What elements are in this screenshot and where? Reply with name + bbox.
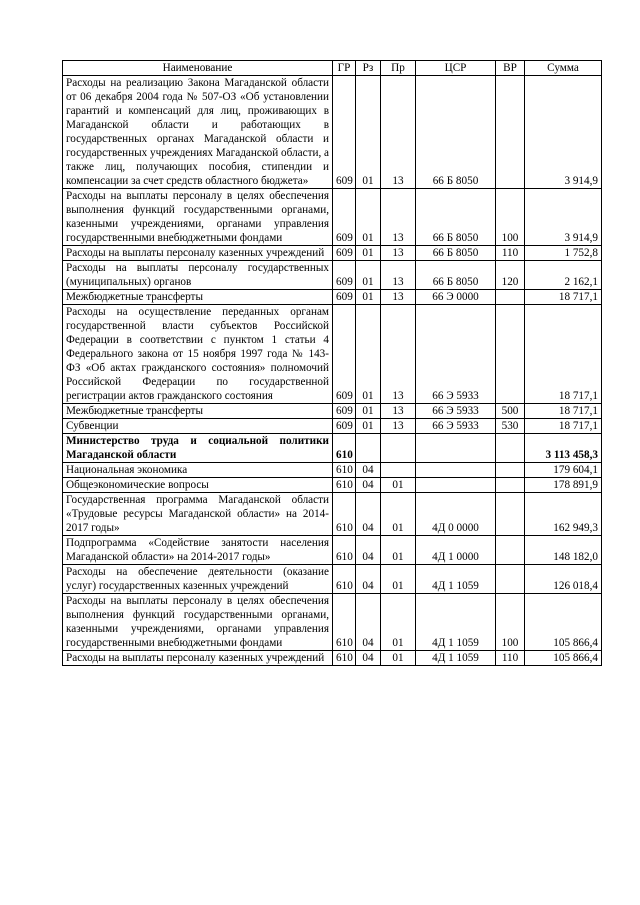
- row-gr-cell: 609: [333, 76, 356, 189]
- table-row: [63, 76, 602, 189]
- table-row: [63, 493, 602, 536]
- row-name-cell: Расходы на выплаты персоналу в целях обеспечения выполнения функций государственными органами, казенными учреждениями, органами управления государственными внебюджетными фондами: [63, 594, 333, 651]
- row-name-cell: Субвенции: [63, 419, 333, 434]
- table-row: [63, 463, 602, 478]
- row-name-cell: Расходы на выплаты персоналу в целях обеспечения выполнения функций государственными органами, казенными учреждениями, органами управления государственными внебюджетными фондами: [63, 189, 333, 246]
- row-rz-cell: 01: [356, 261, 381, 290]
- row-pr-cell: 13: [381, 404, 416, 419]
- header-name: Наименование: [63, 61, 333, 76]
- row-name-cell: Подпрограмма «Содействие занятости населения Магаданской области» на 2014-2017 годы»: [63, 536, 333, 565]
- row-vr-cell: [496, 478, 525, 493]
- row-vr-cell: 110: [496, 246, 525, 261]
- row-csr-cell: [416, 478, 496, 493]
- row-gr-cell: 609: [333, 246, 356, 261]
- table-row: [63, 651, 602, 666]
- row-vr-cell: [496, 434, 525, 463]
- row-pr-cell: [381, 463, 416, 478]
- row-csr-cell: 66 Э 5933: [416, 305, 496, 404]
- row-vr-cell: 120: [496, 261, 525, 290]
- row-name-cell: Межбюджетные трансферты: [63, 290, 333, 305]
- row-sum-cell: 18 717,1: [525, 305, 602, 404]
- row-sum-cell: 148 182,0: [525, 536, 602, 565]
- row-gr-cell: 610: [333, 594, 356, 651]
- row-pr-cell: 13: [381, 290, 416, 305]
- row-pr-cell: 01: [381, 565, 416, 594]
- row-sum-cell: 3 914,9: [525, 76, 602, 189]
- row-vr-cell: [496, 290, 525, 305]
- row-sum-cell: 105 866,4: [525, 594, 602, 651]
- row-rz-cell: 04: [356, 565, 381, 594]
- table-row: [63, 189, 602, 246]
- table-row: [63, 290, 602, 305]
- table-row: [63, 305, 602, 404]
- row-name-cell: Министерство труда и социальной политики Магаданской области: [63, 434, 333, 463]
- row-name-cell: Расходы на выплаты персоналу государственных (муниципальных) органов: [63, 261, 333, 290]
- row-csr-cell: 4Д 1 1059: [416, 651, 496, 666]
- row-name-cell: Национальная экономика: [63, 463, 333, 478]
- row-pr-cell: 13: [381, 76, 416, 189]
- row-csr-cell: 66 Б 8050: [416, 76, 496, 189]
- row-gr-cell: 609: [333, 290, 356, 305]
- row-csr-cell: 66 Э 5933: [416, 404, 496, 419]
- row-gr-cell: 610: [333, 478, 356, 493]
- row-name-cell: Расходы на выплаты персоналу казенных учреждений: [63, 246, 333, 261]
- row-gr-cell: 609: [333, 404, 356, 419]
- row-sum-cell: 126 018,4: [525, 565, 602, 594]
- row-gr-cell: 609: [333, 419, 356, 434]
- row-pr-cell: [381, 434, 416, 463]
- row-gr-cell: 609: [333, 305, 356, 404]
- row-csr-cell: 66 Б 8050: [416, 261, 496, 290]
- table-row: [63, 261, 602, 290]
- table-row: [63, 419, 602, 434]
- header-rz: Рз: [356, 61, 381, 76]
- row-pr-cell: 01: [381, 493, 416, 536]
- row-gr-cell: 609: [333, 261, 356, 290]
- row-pr-cell: 01: [381, 594, 416, 651]
- row-name-cell: Общеэкономические вопросы: [63, 478, 333, 493]
- row-sum-cell: 179 604,1: [525, 463, 602, 478]
- row-rz-cell: 04: [356, 536, 381, 565]
- row-rz-cell: 04: [356, 651, 381, 666]
- row-name-cell: Расходы на обеспечение деятельности (оказание услуг) государственных казенных учреждений: [63, 565, 333, 594]
- header-pr: Пр: [381, 61, 416, 76]
- row-name-cell: Расходы на выплаты персоналу казенных учреждений: [63, 651, 333, 666]
- row-name-cell: Расходы на осуществление переданных органам государственной власти субъектов Российской Федерации в соответствии с пунктом 1 статьи 4 Федерального закона от 15 ноября 1997 года № 143-ФЗ «Об актах гражданского состояния» полномочий Российской Федерации по государственной регистрации актов гражданского состояния: [63, 305, 333, 404]
- row-vr-cell: 500: [496, 404, 525, 419]
- table-row: [63, 246, 602, 261]
- table-row: [63, 478, 602, 493]
- row-csr-cell: 66 Э 0000: [416, 290, 496, 305]
- table-body: [63, 76, 602, 666]
- row-vr-cell: [496, 565, 525, 594]
- row-rz-cell: 01: [356, 76, 381, 189]
- row-pr-cell: 13: [381, 305, 416, 404]
- row-vr-cell: 530: [496, 419, 525, 434]
- row-sum-cell: 18 717,1: [525, 404, 602, 419]
- row-gr-cell: 609: [333, 189, 356, 246]
- row-csr-cell: [416, 463, 496, 478]
- row-gr-cell: 610: [333, 565, 356, 594]
- table-header-row: [63, 61, 602, 76]
- row-vr-cell: [496, 463, 525, 478]
- row-rz-cell: 01: [356, 290, 381, 305]
- row-name-cell: Межбюджетные трансферты: [63, 404, 333, 419]
- row-rz-cell: 01: [356, 305, 381, 404]
- row-pr-cell: 13: [381, 261, 416, 290]
- row-rz-cell: 04: [356, 463, 381, 478]
- row-vr-cell: 100: [496, 594, 525, 651]
- table-row: [63, 434, 602, 463]
- row-sum-cell: 18 717,1: [525, 419, 602, 434]
- row-gr-cell: 610: [333, 434, 356, 463]
- row-gr-cell: 610: [333, 651, 356, 666]
- row-rz-cell: 01: [356, 404, 381, 419]
- row-rz-cell: 04: [356, 478, 381, 493]
- row-pr-cell: 13: [381, 419, 416, 434]
- row-sum-cell: 162 949,3: [525, 493, 602, 536]
- row-sum-cell: 2 162,1: [525, 261, 602, 290]
- row-pr-cell: 01: [381, 478, 416, 493]
- row-csr-cell: 66 Б 8050: [416, 246, 496, 261]
- header-csr: ЦСР: [416, 61, 496, 76]
- budget-page: [62, 60, 601, 666]
- table-row: [63, 565, 602, 594]
- row-sum-cell: 3 914,9: [525, 189, 602, 246]
- row-gr-cell: 610: [333, 463, 356, 478]
- row-rz-cell: 01: [356, 419, 381, 434]
- header-sum: Сумма: [525, 61, 602, 76]
- table-row: [63, 536, 602, 565]
- row-csr-cell: 66 Э 5933: [416, 419, 496, 434]
- row-pr-cell: 01: [381, 536, 416, 565]
- row-rz-cell: 04: [356, 493, 381, 536]
- row-sum-cell: 1 752,8: [525, 246, 602, 261]
- row-vr-cell: 110: [496, 651, 525, 666]
- row-vr-cell: [496, 493, 525, 536]
- header-gr: ГР: [333, 61, 356, 76]
- row-vr-cell: 100: [496, 189, 525, 246]
- row-vr-cell: [496, 536, 525, 565]
- row-name-cell: Государственная программа Магаданской области «Трудовые ресурсы Магаданской области» на 2014-2017 годы»: [63, 493, 333, 536]
- header-vr: ВР: [496, 61, 525, 76]
- row-pr-cell: 01: [381, 651, 416, 666]
- row-vr-cell: [496, 76, 525, 189]
- row-sum-cell: 18 717,1: [525, 290, 602, 305]
- row-csr-cell: 4Д 1 1059: [416, 594, 496, 651]
- row-pr-cell: 13: [381, 246, 416, 261]
- row-pr-cell: 13: [381, 189, 416, 246]
- row-csr-cell: 66 Б 8050: [416, 189, 496, 246]
- row-rz-cell: 01: [356, 189, 381, 246]
- row-csr-cell: 4Д 1 1059: [416, 565, 496, 594]
- row-vr-cell: [496, 305, 525, 404]
- row-csr-cell: [416, 434, 496, 463]
- row-sum-cell: 3 113 458,3: [525, 434, 602, 463]
- row-csr-cell: 4Д 1 0000: [416, 536, 496, 565]
- row-gr-cell: 610: [333, 536, 356, 565]
- row-sum-cell: 178 891,9: [525, 478, 602, 493]
- budget-table: [62, 60, 602, 666]
- row-sum-cell: 105 866,4: [525, 651, 602, 666]
- row-rz-cell: 04: [356, 594, 381, 651]
- row-csr-cell: 4Д 0 0000: [416, 493, 496, 536]
- row-rz-cell: 01: [356, 246, 381, 261]
- table-row: [63, 404, 602, 419]
- row-name-cell: Расходы на реализацию Закона Магаданской области от 06 декабря 2004 года № 507-ОЗ «Об установлении гарантий и компенсаций для лиц, проживающих в Магаданской области и работающих в государственных органах Магаданской области и государственных учреждениях Магаданской области, а также лиц, получающих пособия, стипендии и компенсации за счет средств областного бюджета»: [63, 76, 333, 189]
- table-row: [63, 594, 602, 651]
- row-rz-cell: [356, 434, 381, 463]
- row-gr-cell: 610: [333, 493, 356, 536]
